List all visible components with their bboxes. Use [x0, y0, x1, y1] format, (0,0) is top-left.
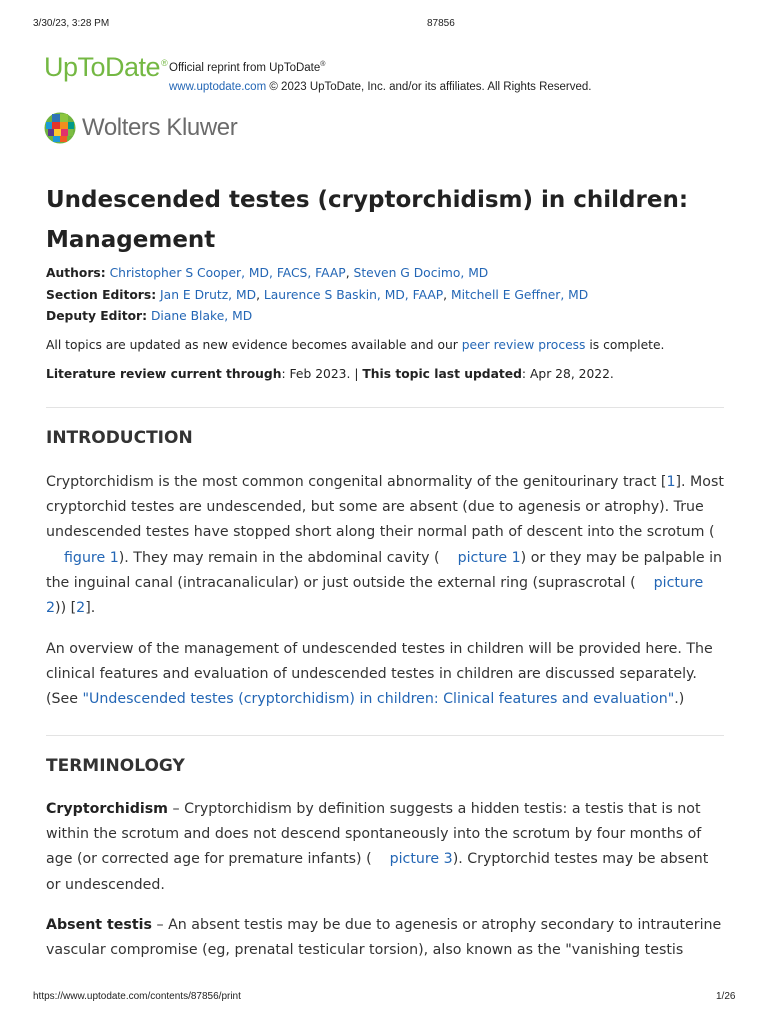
print-doc-id: 87856: [427, 18, 455, 29]
picture-link[interactable]: picture 2: [46, 574, 704, 617]
deputy-editor-line: Deputy Editor: Diane Blake, MD: [46, 309, 253, 323]
uptodate-logo[interactable]: UpToDate®: [44, 52, 168, 82]
author-link[interactable]: Christopher S Cooper, MD, FACS, FAAP: [109, 266, 346, 280]
wolters-kluwer-logo[interactable]: Wolters Kluwer: [44, 112, 237, 144]
picture-link[interactable]: picture 3: [389, 851, 453, 868]
section-heading-terminology: TERMINOLOGY: [46, 756, 185, 776]
introduction-paragraph-2: An overview of the management of undescended testes in children will be provided here. The clinical features and evaluation of undescended testes in children are discussed separately. (See "Undescended testes (cryptorchidism) in children: Clinical features and evaluation".): [46, 641, 713, 708]
deputy-editor-link[interactable]: Diane Blake, MD: [150, 309, 253, 323]
terminology-paragraph-cryptorchidism: Cryptorchidism – Cryptorchidism by definition suggests a hidden testis: a testis that is not within the scrotum and does not descend spontaneously into the scrotum by four months of age (or corrected age for premature infants) ( picture 3). Cryptorchid testes may be absent or undescended.: [46, 801, 709, 893]
divider: [46, 735, 724, 736]
print-url: https://www.uptodate.com/contents/87856/print: [33, 991, 241, 1002]
section-editors-line: Section Editors: Jan E Drutz, MD, Laurence S Baskin, MD, FAAP, Mitchell E Geffner, MD: [46, 288, 589, 302]
update-note: All topics are updated as new evidence becomes available and our peer review process is complete.: [46, 338, 665, 352]
related-topic-link[interactable]: "Undescended testes (cryptorchidism) in children: Clinical features and evaluation": [82, 691, 675, 708]
reprint-notice: Official reprint from UpToDate® www.uptodate.com © 2023 UpToDate, Inc. and/or its affiliates. All Rights Reserved.: [169, 61, 592, 93]
reference-link[interactable]: 1: [666, 474, 676, 490]
print-datetime: 3/30/23, 3:28 PM: [33, 18, 110, 29]
reference-link[interactable]: 2: [76, 600, 86, 617]
uptodate-site-link[interactable]: www.uptodate.com: [169, 80, 267, 93]
introduction-paragraph-1: Cryptorchidism is the most common congenital abnormality of the genitourinary tract [1]. Most cryptorchid testes are undescended, but some are absent (due to agenesis or atrophy). True undescended testes have stopped short along their normal path of descent into the scrotum (figure 1). They may remain in the abdominal cavity ( picture 1) or they may be palpable in the inguinal canal (intracanalicular) or just outside the external ring (suprascrotal ( picture 2)) [2].: [46, 474, 724, 617]
section-editor-link[interactable]: Mitchell E Geffner, MD: [450, 288, 589, 302]
divider: [46, 407, 724, 408]
section-heading-introduction: INTRODUCTION: [46, 428, 193, 448]
figure-link[interactable]: figure 1: [64, 549, 119, 566]
review-dates: Literature review current through: Feb 2023. | This topic last updated: Apr 28, 2022.: [46, 367, 614, 381]
wolters-kluwer-mosaic-icon: [44, 112, 76, 144]
section-editor-link[interactable]: Jan E Drutz, MD: [160, 288, 257, 302]
copyright: © 2023 UpToDate, Inc. and/or its affiliates. All Rights Reserved.: [269, 80, 592, 93]
page-title: Undescended testes (cryptorchidism) in children: Management: [46, 187, 689, 253]
term: Absent testis: [46, 917, 152, 933]
picture-link[interactable]: picture 1: [457, 549, 521, 566]
terminology-paragraph-absent-testis: Absent testis – An absent testis may be due to agenesis or atrophy secondary to intrauterine vascular compromise (eg, prenatal testicular torsion), also known as the "vanishing testis: [46, 917, 722, 959]
author-link[interactable]: Steven G Docimo, MD: [353, 266, 489, 280]
authors-line: Authors: Christopher S Cooper, MD, FACS, FAAP, Steven G Docimo, MD: [46, 266, 489, 280]
peer-review-link[interactable]: peer review process: [461, 338, 586, 352]
term: Cryptorchidism: [46, 801, 168, 817]
page-number: 1/26: [716, 991, 736, 1002]
section-editor-link[interactable]: Laurence S Baskin, MD, FAAP: [263, 288, 444, 302]
